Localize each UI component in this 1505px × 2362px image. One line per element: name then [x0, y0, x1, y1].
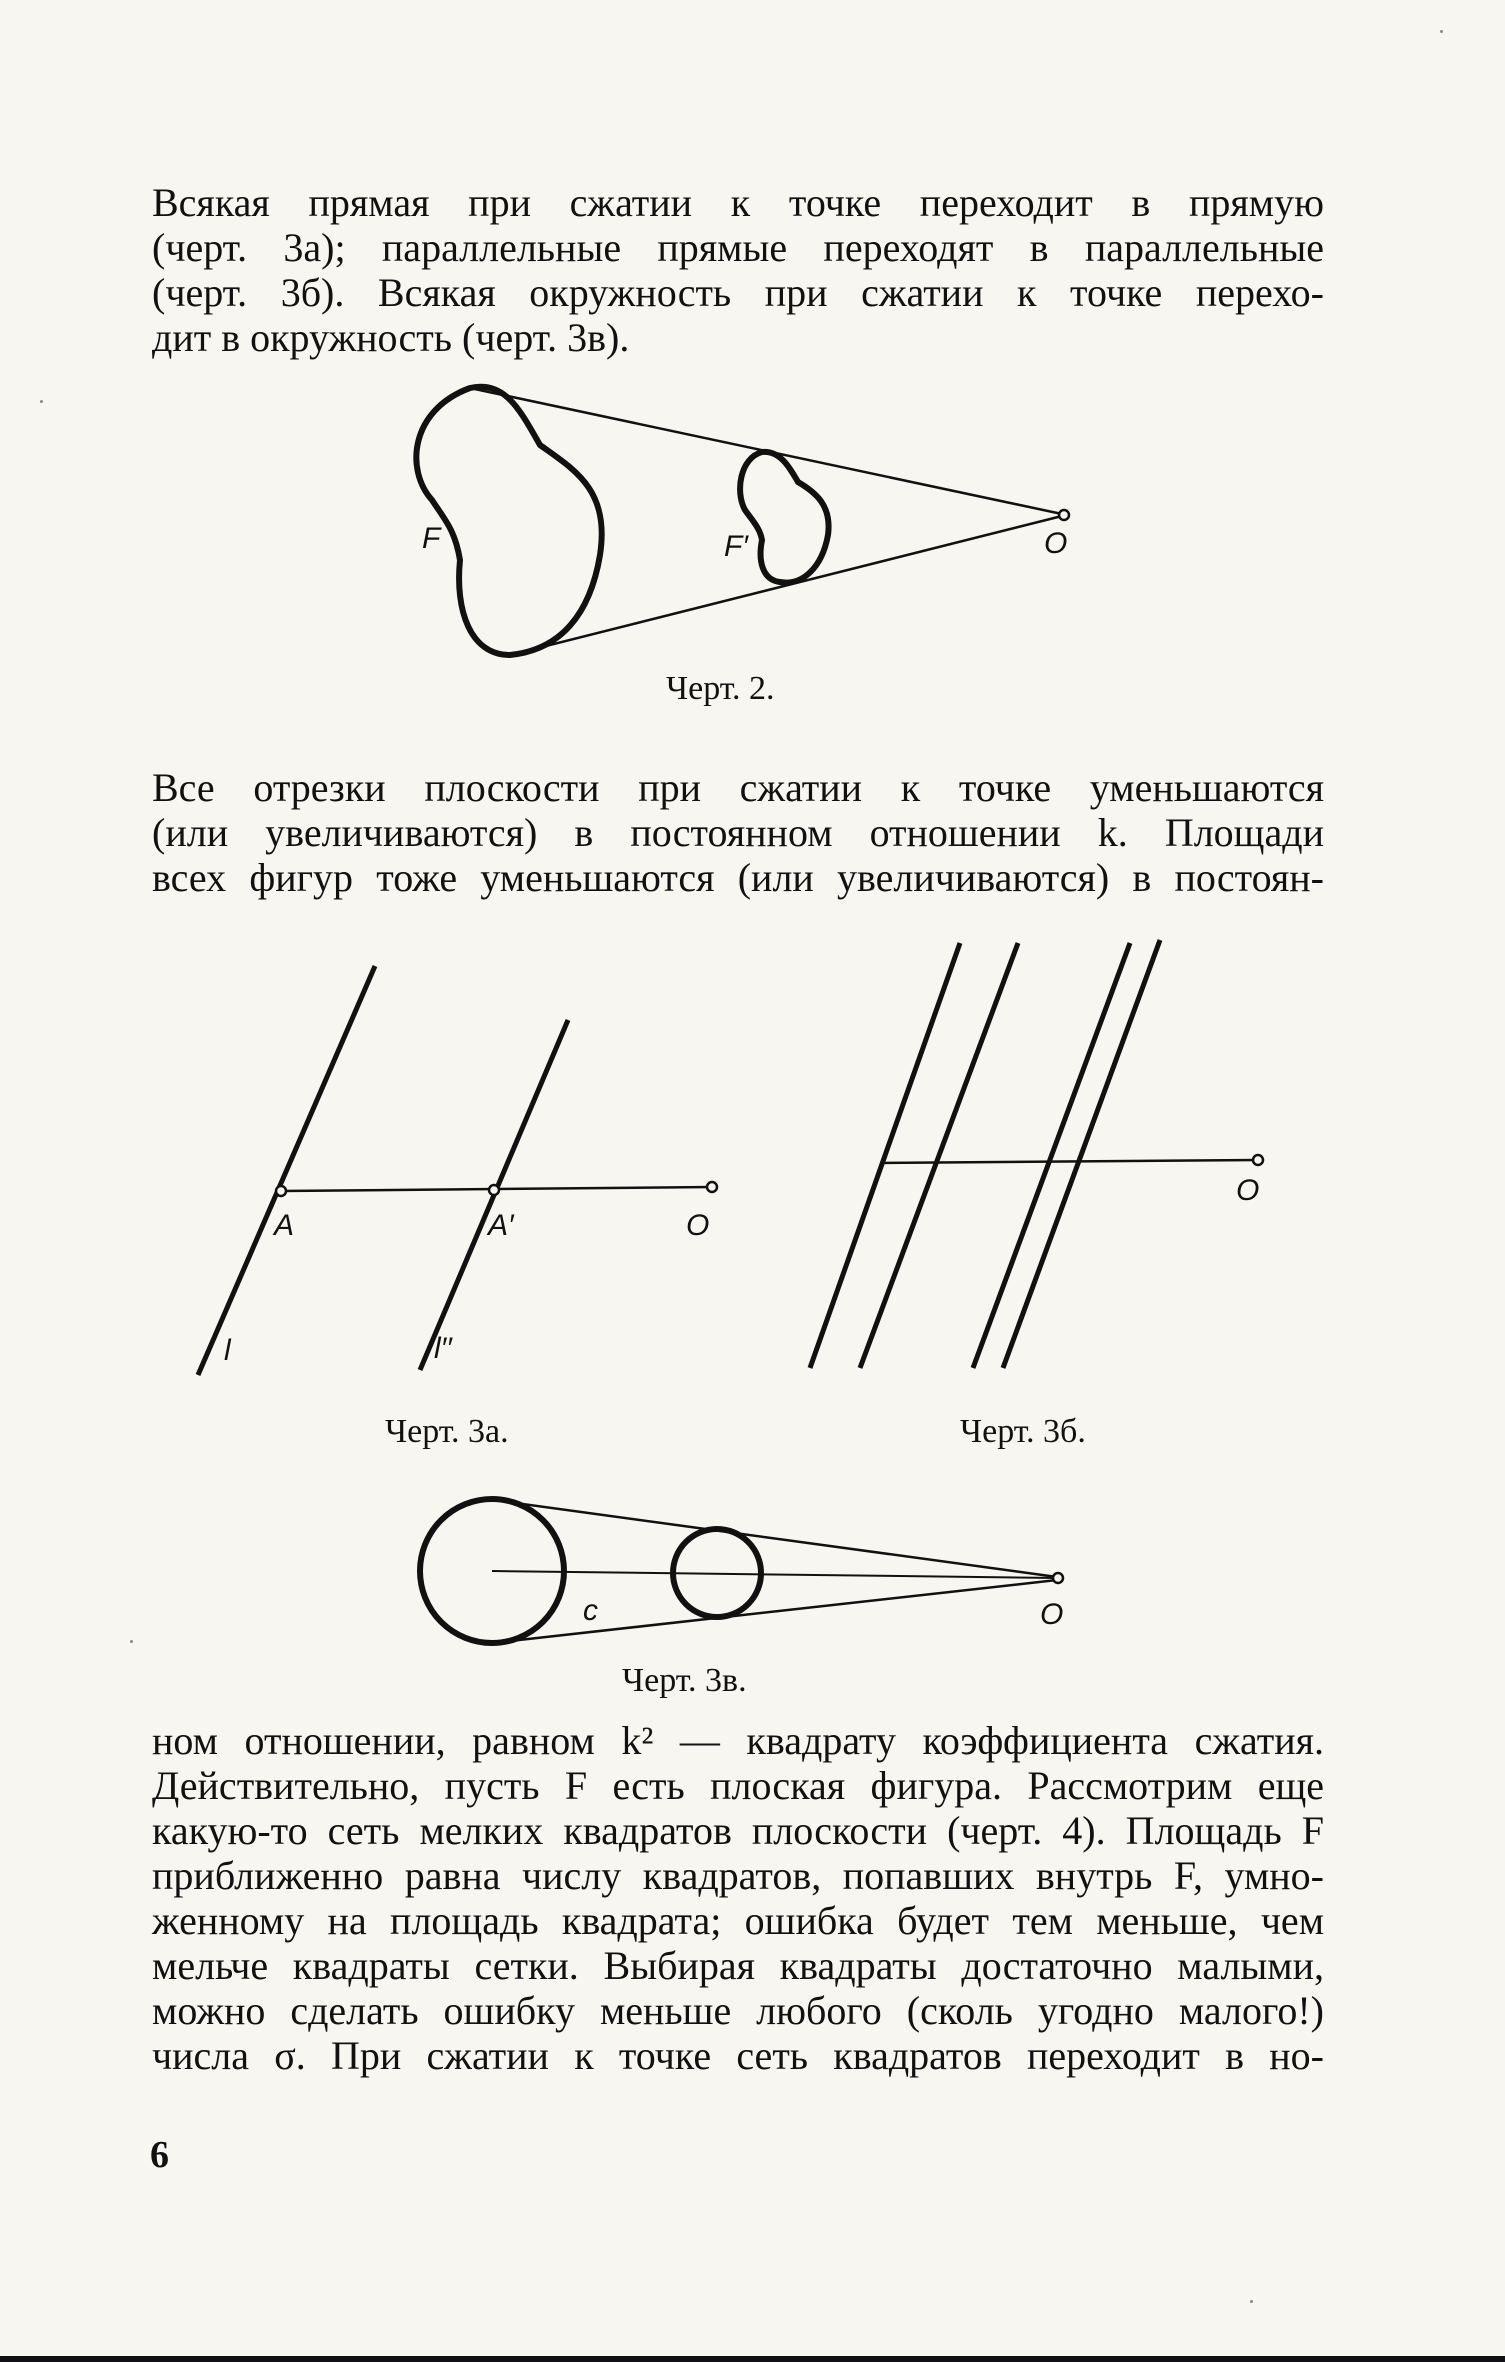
text-line: (черт. 3а); параллельные прямые переходят в параллельные [152, 225, 1324, 270]
tangent-top-3v [486, 1499, 1057, 1577]
text-line: всех фигур тоже уменьшаются (или увеличиваются) в постоян- [152, 855, 1324, 900]
text-line: числа σ. При сжатии к точке сеть квадратов переходит в но- [152, 2033, 1324, 2078]
label-a-prime: A′ [488, 1209, 514, 1242]
label-c: c [583, 1594, 598, 1627]
text-line: Все отрезки плоскости при сжатии к точке уменьшаются [152, 765, 1324, 810]
point-a-prime [489, 1185, 499, 1195]
caption-fig-3a: Черт. 3а. [385, 1413, 509, 1450]
figure-f-prime-shape [740, 452, 829, 583]
parallel-line-4 [1003, 940, 1160, 1368]
text-line: Всякая прямая при сжатии к точке переходит в прямую [152, 180, 1324, 225]
point-a [276, 1186, 286, 1196]
text-line: можно сделать ошибку меньше любого (сколь угодно малого!) [152, 1988, 1324, 2033]
point-o-3v [1053, 1573, 1063, 1583]
text-line: ном отношении, равном k² — квадрату коэффициента сжатия. [152, 1718, 1324, 1763]
label-o-3v: O [1040, 1598, 1064, 1631]
label-o: O [1044, 527, 1068, 560]
label-l: l [224, 1334, 231, 1367]
text-line: женному на площадь квадрата; ошибка будет тем меньше, чем [152, 1898, 1324, 1943]
label-a: A [274, 1209, 295, 1242]
line-l [198, 966, 375, 1375]
scan-speck [130, 1640, 133, 1643]
text-line: (черт. 3б). Всякая окружность при сжатии к точке перехо- [152, 270, 1324, 315]
center-line-3v [492, 1571, 1057, 1578]
text-line: мельче квадраты сетки. Выбирая квадраты достаточно малыми, [152, 1943, 1324, 1988]
caption-fig-2: Черт. 2. [666, 670, 775, 707]
scan-edge [0, 2356, 1505, 2362]
tangent-line-top [470, 388, 1062, 514]
text-line: Действительно, пусть F есть плоская фигура. Рассмотрим еще [152, 1763, 1324, 1808]
text-line: какую-то сеть мелких квадратов плоскости (черт. 4). Площадь F [152, 1808, 1324, 1853]
text-line: приближенно равна числу квадратов, попавших внутрь F, умно- [152, 1853, 1324, 1898]
scan-speck [1250, 2300, 1253, 2303]
scan-speck [1440, 30, 1443, 33]
scan-speck [40, 400, 43, 403]
figure-f-shape [416, 387, 601, 655]
paragraph-area-ratio [152, 1718, 1324, 2078]
point-o-3b [1253, 1155, 1263, 1165]
label-o-3a: O [686, 1209, 710, 1242]
point-o [707, 1182, 717, 1192]
label-l-prime: l′′ [434, 1332, 452, 1365]
center-point-o [1059, 510, 1069, 520]
label-f-prime: F′ [724, 530, 748, 563]
label-o-3b: O [1236, 1174, 1260, 1207]
text-line: дит в окружность (черт. 3в). [152, 315, 630, 360]
tangent-bottom-3v [492, 1580, 1057, 1643]
page-number: 6 [150, 2134, 169, 2176]
text-line: (или увеличиваются) в постоянном отношении k. Площади [152, 810, 1324, 855]
caption-fig-3b: Черт. 3б. [960, 1413, 1086, 1450]
caption-fig-3v: Черт. 3в. [622, 1662, 747, 1699]
tangent-line-bottom [530, 516, 1062, 650]
paragraph-segments [152, 765, 1324, 900]
label-f: F [422, 522, 441, 555]
